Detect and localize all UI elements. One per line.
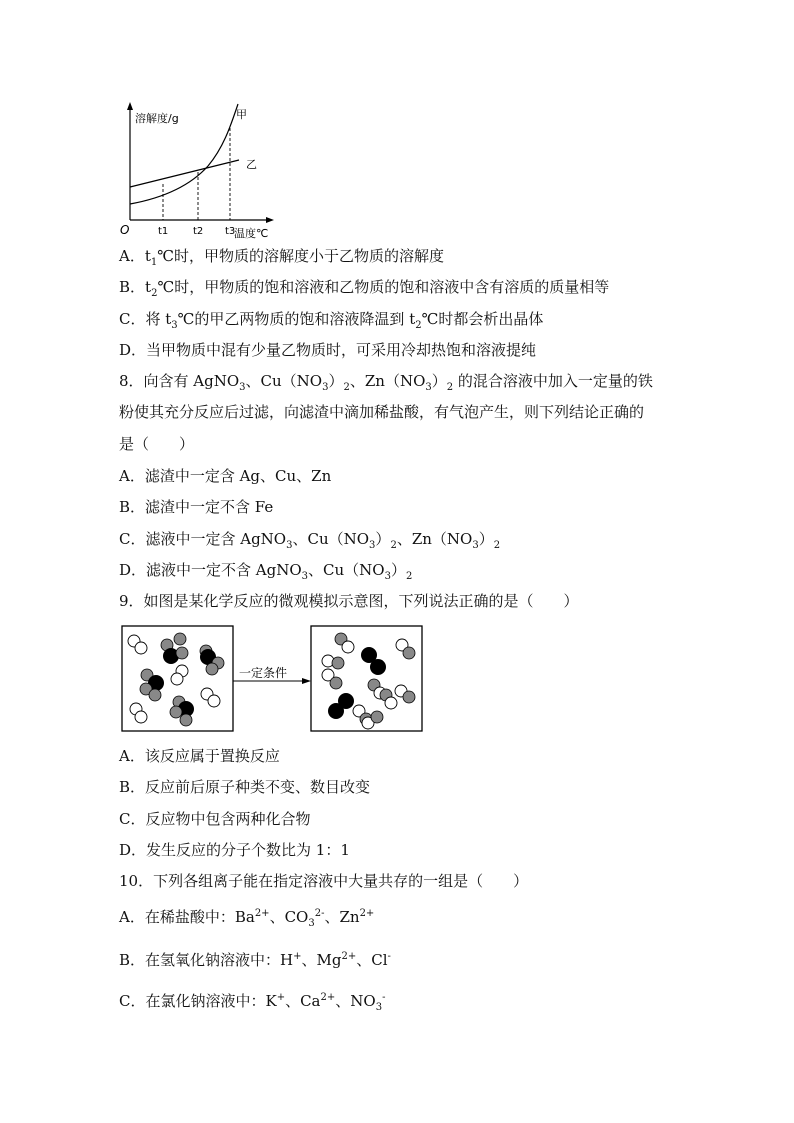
tick-label-t3: t3 (225, 226, 236, 237)
x-axis-arrow (266, 217, 274, 223)
product-molecule (335, 633, 354, 653)
reaction-condition-label: 一定条件 (239, 666, 288, 680)
q10-option-a: A．在稀盐酸中：$Ba^{2+}$、$CO_3^{2-}$、$Zn^{2+}$ (119, 908, 375, 929)
q9-option-a: A．该反应属于置换反应 (119, 747, 280, 765)
q8-option-d: D．滤液中一定不含 AgNO$_3$、$Cu(NO_3)_2$ (119, 561, 413, 582)
product-molecule (328, 693, 354, 719)
q8-stem-line3: 是（ ） (119, 435, 195, 453)
reactant-molecule (128, 635, 147, 654)
product-molecule (380, 689, 397, 709)
reactant-molecule (171, 665, 188, 685)
y-axis-arrow (127, 102, 133, 110)
q8-stem-line2: 粉使其充分反应后过滤，向滤渣中滴加稀盐酸，有气泡产生，则下列结论正确的 (119, 403, 645, 421)
q7-option-a: A．$t_1℃$时，甲物质的溶解度小于乙物质的溶解度 (119, 247, 445, 268)
reactant-molecule (200, 645, 224, 675)
q9-option-d: D．发生反应的分子个数比为 1：1 (119, 841, 350, 859)
series-yi-line (130, 160, 239, 187)
product-molecule (396, 639, 415, 659)
q9-option-c: C．反应物中包含两种化合物 (119, 810, 311, 828)
q9-option-b: B．反应前后原子种类不变、数目改变 (119, 778, 371, 796)
origin-label: O (120, 223, 130, 237)
product-molecule (395, 685, 415, 703)
reaction-arrowhead (302, 678, 311, 684)
reactant-molecule (130, 703, 147, 723)
tick-label-t1: t1 (158, 226, 169, 237)
reactant-molecule (161, 633, 188, 664)
x-axis-label: 温度℃ (234, 227, 269, 240)
q10-stem: 10．下列各组离子能在指定溶液中大量共存的一组是（ ） (119, 872, 529, 890)
product-molecule (322, 655, 344, 669)
q10-option-c: C．在氯化钠溶液中：K+、$Ca^{2+}$、$NO_3^-$ (119, 992, 386, 1013)
y-axis-label: 溶解度/g (135, 112, 179, 125)
q7-option-d: D．当甲物质中混有少量乙物质时，可采用冷却热饱和溶液提纯 (119, 341, 537, 359)
q8-option-b: B．滤渣中一定不含 Fe (119, 498, 274, 516)
q8-option-a: A．滤渣中一定含 Ag、Cu、Zn (119, 467, 332, 485)
reactant-molecule (170, 696, 194, 726)
product-molecule (361, 647, 386, 675)
q9-stem: 9．如图是某化学反应的微观模拟示意图，下列说法正确的是（ ） (119, 592, 579, 610)
product-molecule (322, 669, 342, 689)
reaction-diagram (120, 623, 424, 735)
q7-option-b: B．$t_2℃$时，甲物质的饱和溶液和乙物质的饱和溶液中含有溶质的质量相等 (119, 278, 610, 299)
q8-option-c: C．滤液中一定含 AgNO$_3$、$Cu(NO_3)_2$、$Zn(NO_3)_2$ (119, 530, 501, 551)
q8-stem-line1: 8．向含有 AgNO$_3$、$Cu(NO_3)_2$、$Zn(NO_3)_2$ 的混合溶液中加入一定量的铁 (119, 372, 653, 393)
reactant-molecule (140, 669, 164, 701)
tick-label-t2: t2 (193, 226, 204, 237)
series-label-jia: 甲 (236, 108, 247, 121)
q7-option-c: C．将 $t_3℃$的甲乙两物质的饱和溶液降温到 $t_2℃$时都会析出晶体 (119, 310, 544, 331)
series-label-yi: 乙 (246, 158, 257, 171)
solubility-chart (118, 98, 278, 243)
reactant-molecule (201, 688, 220, 707)
q10-option-b: B．在氢氧化钠溶液中：H+、$Mg^{2+}$、Cl- (119, 951, 391, 969)
